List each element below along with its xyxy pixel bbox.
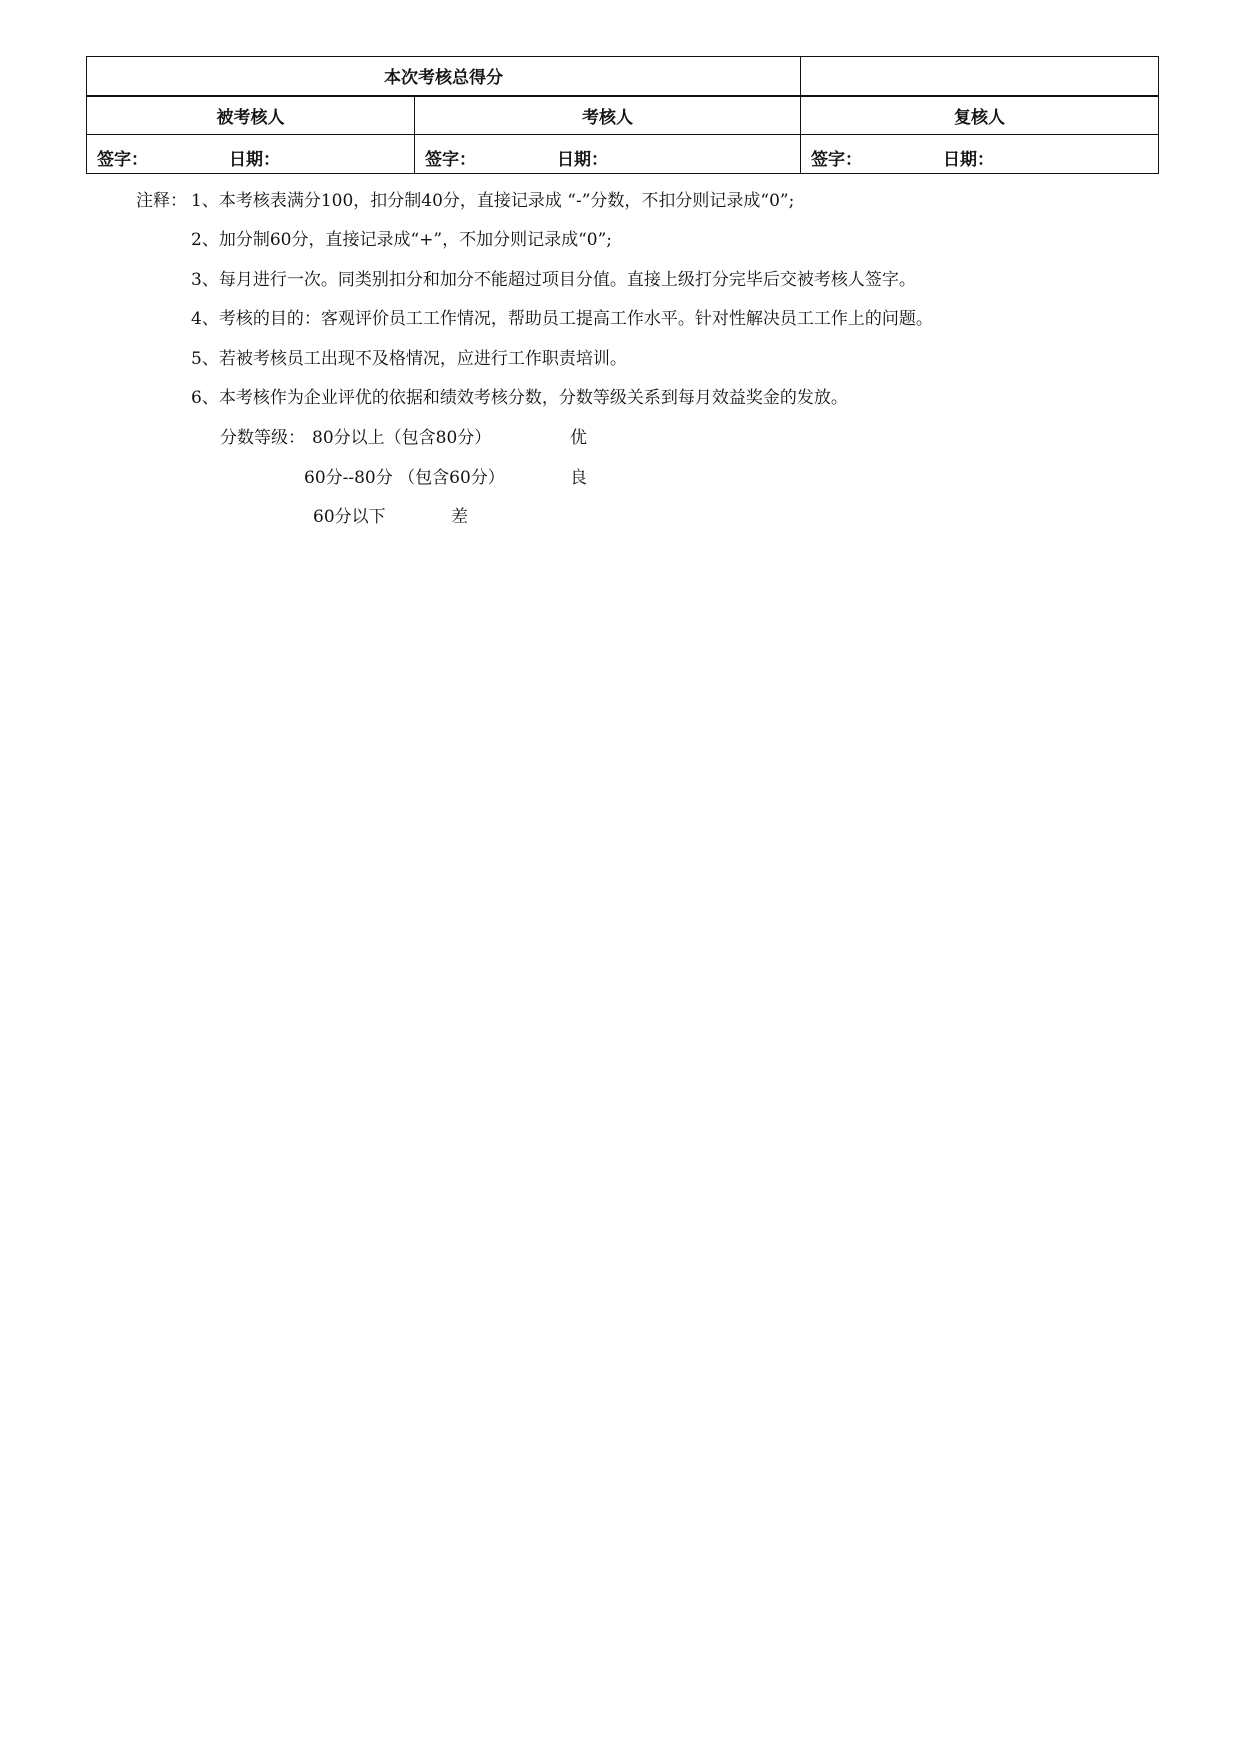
date-label: 日期： (943, 150, 994, 170)
grade-level: 优 (570, 428, 587, 448)
date-label: 日期： (229, 150, 280, 170)
note-item: 1、本考核表满分100，扣分制40分，直接记录成 “-”分数，不扣分则记录成“0”; (191, 191, 795, 211)
sign-date-row (87, 135, 1159, 174)
note-item: 2、加分制60分，直接记录成“+”，不加分则记录成“0”; (191, 230, 612, 250)
grade-range: 60分以下 (313, 507, 386, 527)
grades-label: 分数等级： (220, 428, 305, 448)
assessment-table-container (86, 56, 1158, 174)
role-assessor: 考核人 (415, 96, 801, 135)
role-reviewer: 复核人 (801, 96, 1159, 135)
date-label: 日期： (557, 150, 608, 170)
total-score-label: 本次考核总得分 (87, 57, 801, 96)
grade-level: 差 (451, 507, 468, 527)
grade-range: 80分以上（包含80分） (312, 428, 492, 448)
assessee-sign-date-cell[interactable] (87, 135, 415, 174)
roles-header-row (87, 96, 1159, 135)
assessment-signature-table (86, 56, 1159, 174)
note-item: 3、每月进行一次。同类别扣分和加分不能超过项目分值。直接上级打分完毕后交被考核人签字。 (191, 270, 916, 290)
assessor-sign-date-cell[interactable] (415, 135, 801, 174)
sign-label: 签字： (811, 150, 862, 170)
note-item: 5、若被考核员工出现不及格情况，应进行工作职责培训。 (191, 349, 627, 369)
role-assessee: 被考核人 (87, 96, 415, 135)
grade-level: 良 (570, 468, 587, 488)
reviewer-sign-date-cell[interactable] (801, 135, 1159, 174)
sign-label: 签字： (425, 150, 476, 170)
sign-label: 签字： (97, 150, 148, 170)
total-score-value-field[interactable] (801, 57, 1159, 96)
grade-range: 60分--80分 （包含60分） (304, 468, 505, 488)
note-item: 6、本考核作为企业评优的依据和绩效考核分数，分数等级关系到每月效益奖金的发放。 (191, 388, 848, 408)
total-score-row (87, 57, 1159, 96)
notes-prefix: 注释： (136, 191, 187, 211)
note-item: 4、考核的目的：客观评价员工工作情况，帮助员工提高工作水平。针对性解决员工工作上的问题。 (191, 309, 933, 329)
